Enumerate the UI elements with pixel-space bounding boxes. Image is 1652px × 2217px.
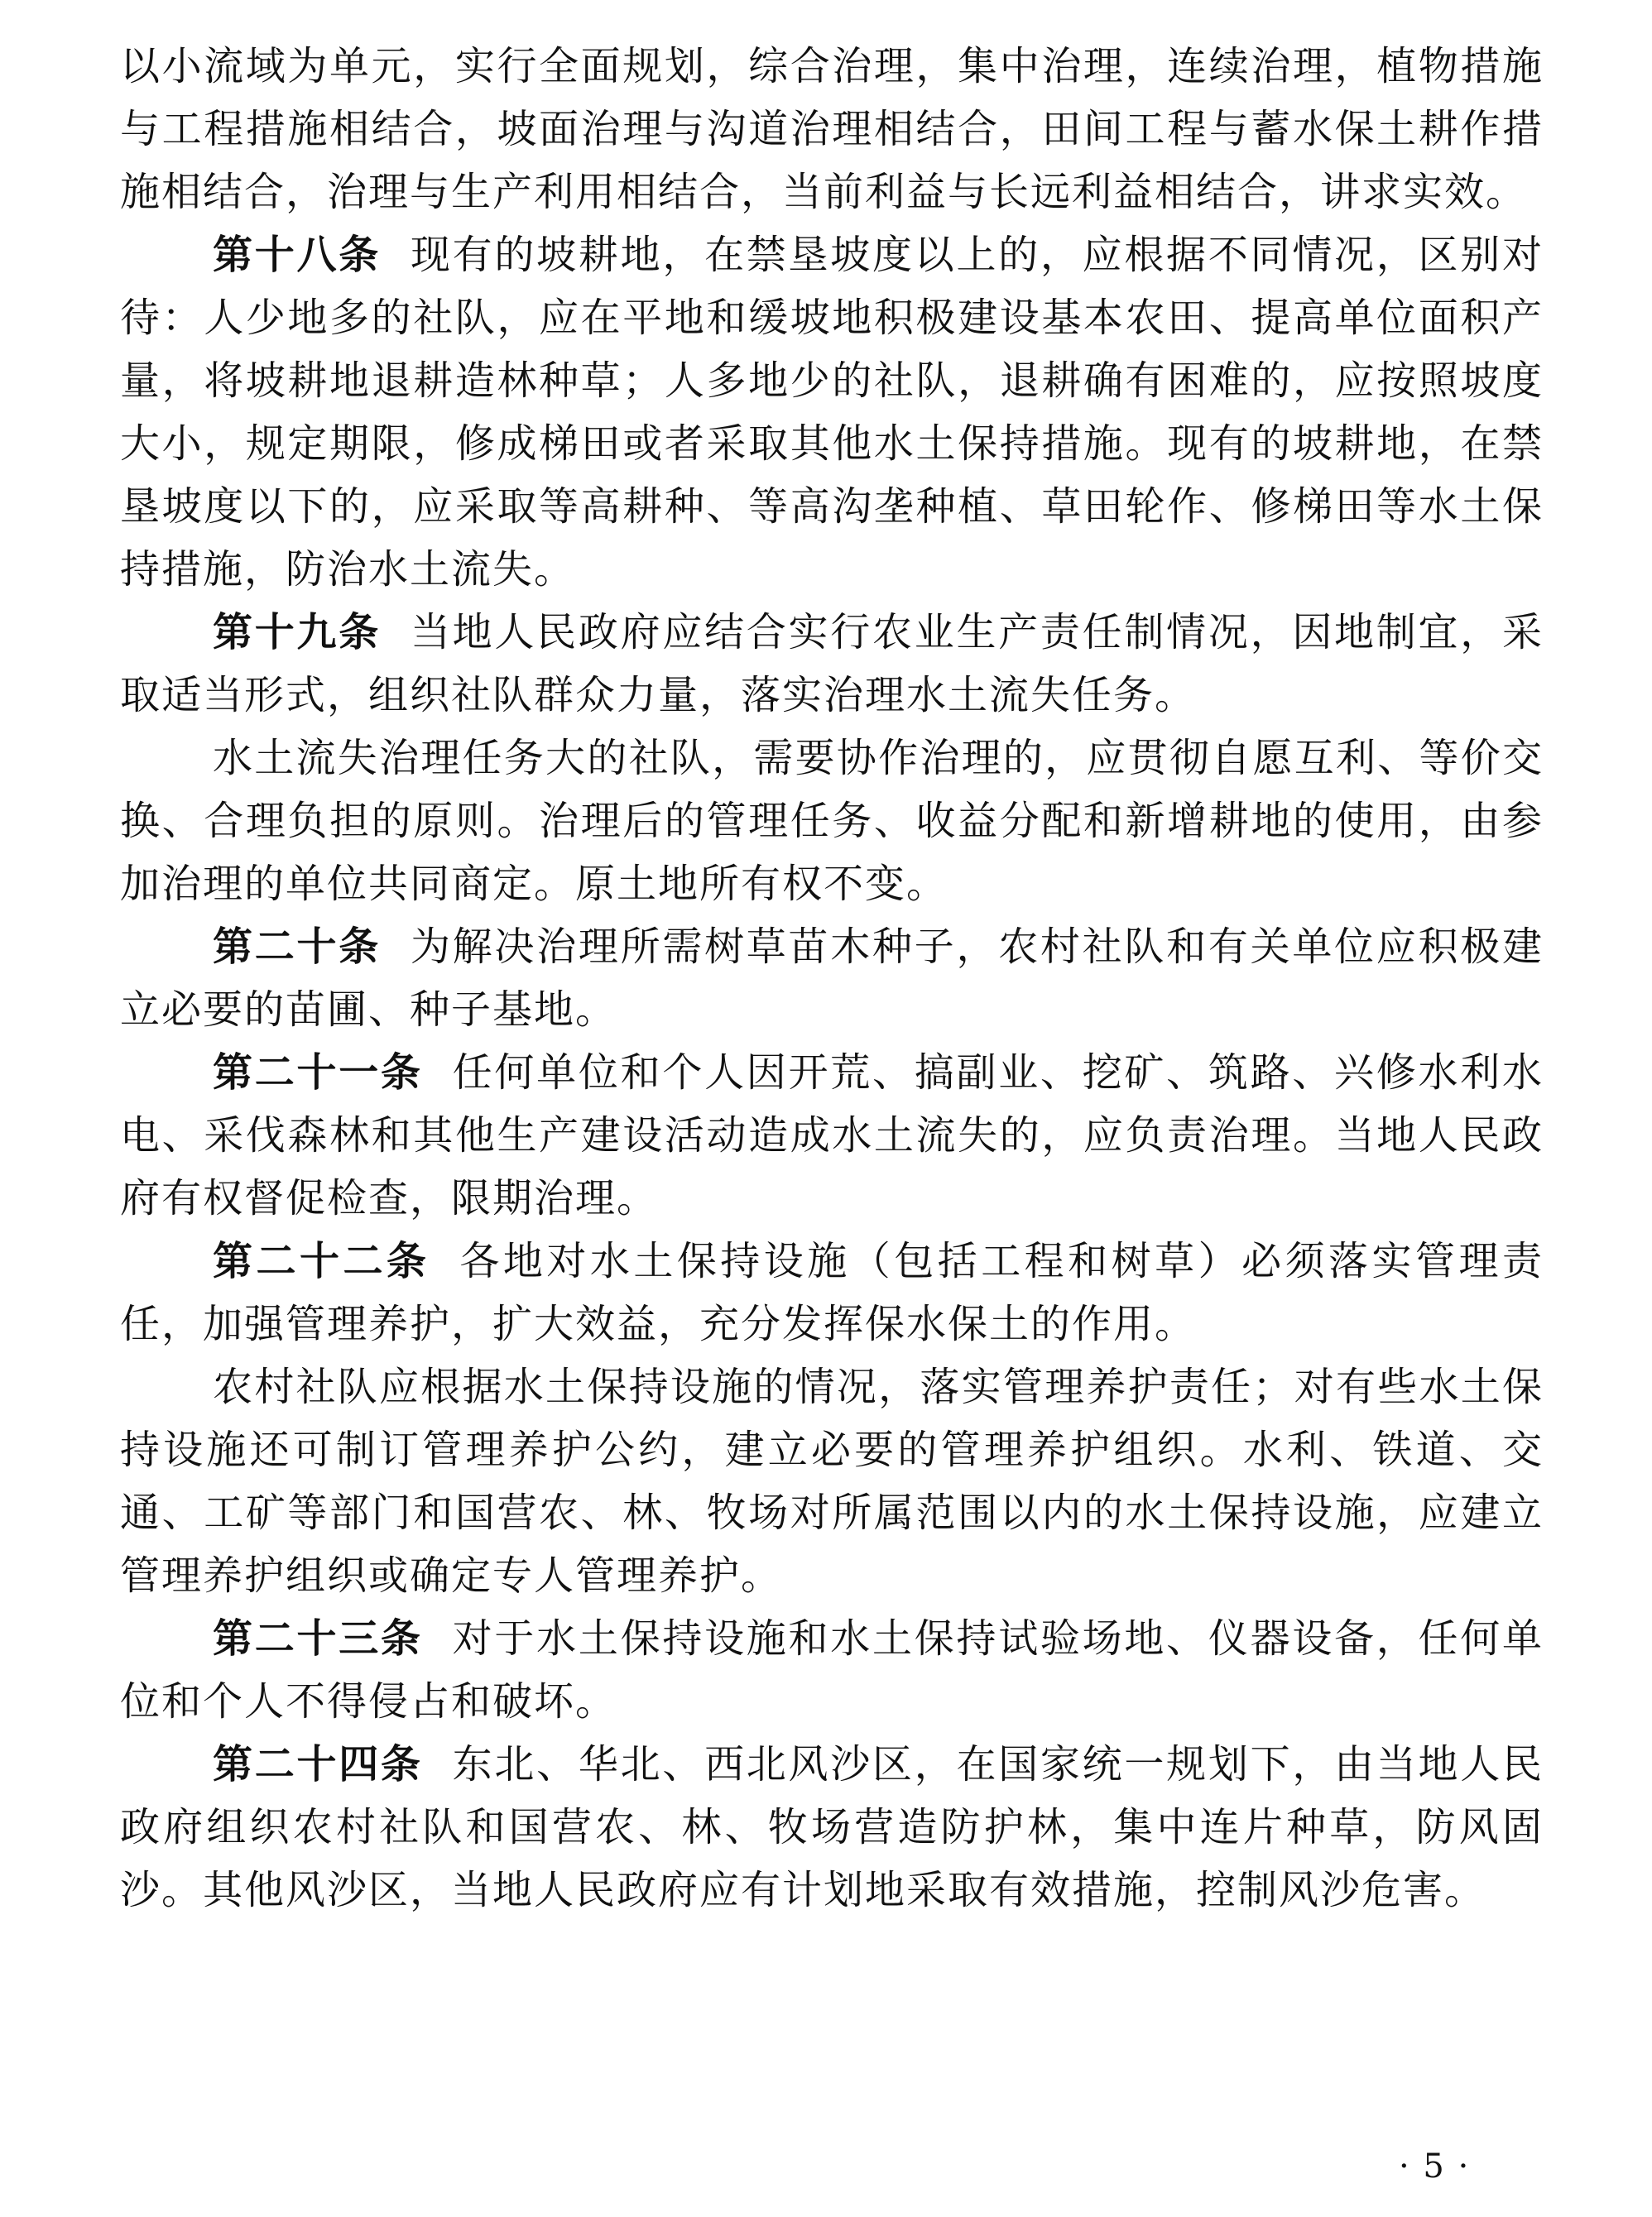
paragraph-text: 农村社队应根据水土保持设施的情况，落实管理养护责任；对有些水土保持设施还可制订管理养护公约，建立必要的管理养护组织。水利、铁道、交通、工矿等部门和国营农、林、牧场对所属范围以内的水土保持设施，应建立管理养护组织或确定专人管理养护。 [120,1364,1544,1599]
paragraph-text: 现有的坡耕地，在禁垦坡度以上的，应根据不同情况，区别对待：人少地多的社队，应在平地和缓坡地积极建设基本农田、提高单位面积产量，将坡耕地退耕造林种草；人多地少的社队，退耕确有困难的，应按照坡度大小，规定期限，修成梯田或者采取其他水土保持措施。现有的坡耕地，在禁垦坡度以下的，应采取等高耕种、等高沟垄种植、草田轮作、修梯田等水土保持措施，防治水土流失。 [120,232,1544,593]
paragraph-text: 水土流失治理任务大的社队，需要协作治理的，应贯彻自愿互利、等价交换、合理负担的原则。治理后的管理任务、收益分配和新增耕地的使用，由参加治理的单位共同商定。原土地所有权不变。 [120,735,1544,907]
article-heading: 第二十二条 [213,1238,430,1284]
article-heading: 第二十一条 [213,1049,423,1096]
article-21 [120,1041,1544,1230]
article-19 [120,601,1544,727]
article-heading: 第二十条 [213,924,381,970]
article-24 [120,1733,1544,1922]
paragraph-text: 以小流域为单元，实行全面规划，综合治理，集中治理，连续治理，植物措施与工程措施相结合，坡面治理与沟道治理相结合，田间工程与蓄水保土耕作措施相结合，治理与生产利用相结合，当前利益与长远利益相结合，讲求实效。 [120,43,1544,215]
page-number: · 5 · [1399,2147,1471,2186]
paragraph-text: 当地人民政府应结合实行农业生产责任制情况，因地制宜，采取适当形式，组织社队群众力量，落实治理水土流失任务。 [120,609,1544,718]
paragraph-text: 任何单位和个人因开荒、搞副业、挖矿、筑路、兴修水利水电、采伐森林和其他生产建设活动造成水土流失的，应负责治理。当地人民政府有权督促检查，限期治理。 [120,1049,1544,1221]
paragraph-text: 东北、华北、西北风沙区，在国家统一规划下，由当地人民政府组织农村社队和国营农、林、牧场营造防护林，集中连片种草，防风固沙。其他风沙区，当地人民政府应有计划地采取有效措施，控制风沙危害。 [120,1741,1544,1913]
article-20 [120,915,1544,1041]
article-22-continued [120,1356,1544,1607]
paragraph-text: 为解决治理所需树草苗木种子，农村社队和有关单位应积极建立必要的苗圃、种子基地。 [120,924,1544,1033]
article-heading: 第二十四条 [213,1741,423,1788]
paragraph-text: 对于水土保持设施和水土保持试验场地、仪器设备，任何单位和个人不得侵占和破坏。 [120,1615,1544,1725]
article-18 [120,223,1544,601]
article-heading: 第二十三条 [213,1615,423,1662]
article-22 [120,1230,1544,1356]
document-body [120,35,1544,1922]
paragraph-text: 各地对水土保持设施（包括工程和树草）必须落实管理责任，加强管理养护，扩大效益，充分发挥保水保土的作用。 [120,1238,1544,1347]
article-heading: 第十九条 [213,609,381,655]
article-23 [120,1607,1544,1733]
paragraph-1 [120,35,1544,223]
article-heading: 第十八条 [213,232,381,278]
article-19-continued [120,727,1544,915]
